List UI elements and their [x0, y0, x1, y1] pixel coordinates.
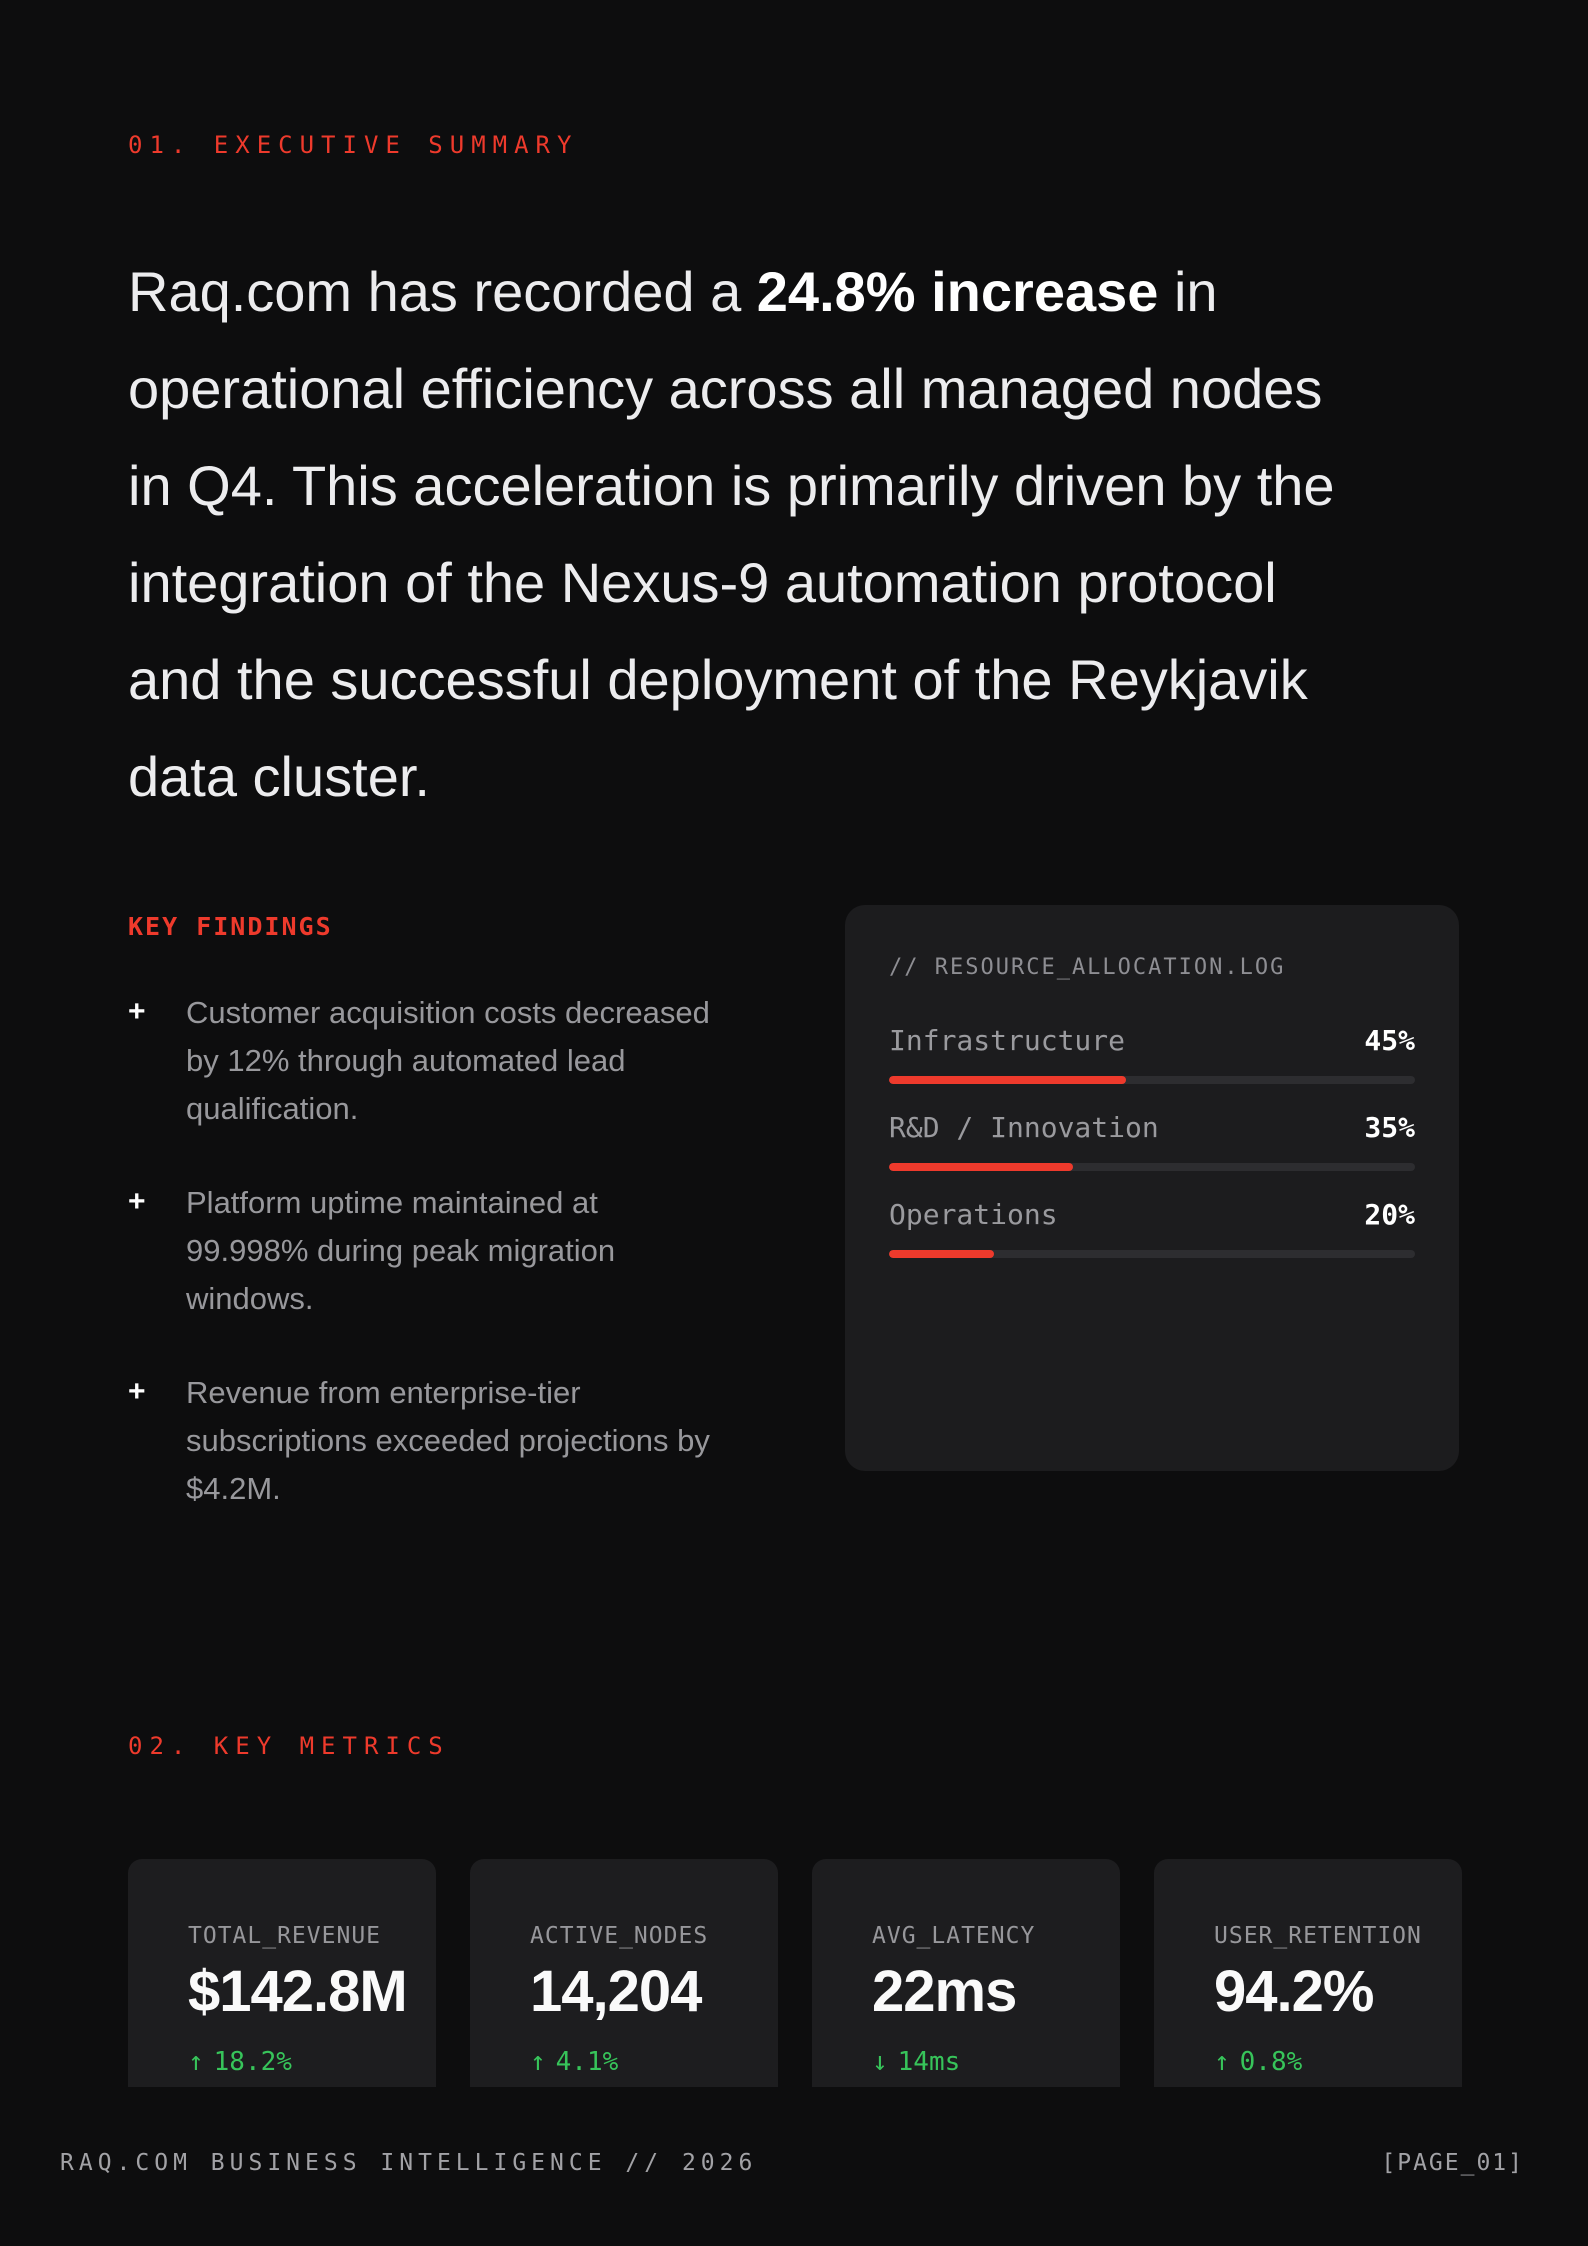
- progress-bar-track: [889, 1250, 1415, 1258]
- allocation-value: 45%: [1364, 1024, 1415, 1057]
- trend-up-icon: ↑: [530, 2047, 546, 2077]
- allocation-row: [889, 1198, 1415, 1258]
- lede-pre: Raq.com has recorded a: [128, 260, 757, 323]
- progress-bar-fill: [889, 1250, 994, 1258]
- key-findings-heading: KEY FINDINGS: [128, 912, 333, 941]
- allocation-value: 35%: [1364, 1111, 1415, 1144]
- metric-value: $142.8M: [188, 1959, 407, 2024]
- section-02-label: 02. KEY METRICS: [128, 1732, 450, 1760]
- allocation-label: R&D / Innovation: [889, 1111, 1159, 1144]
- metric-change: [872, 2047, 1120, 2077]
- resource-allocation-rows: [889, 1024, 1415, 1258]
- allocation-label: Operations: [889, 1198, 1058, 1231]
- key-findings-section: [128, 912, 728, 1559]
- list-item: [128, 1179, 728, 1323]
- metric-card-active-nodes: [470, 1859, 778, 2087]
- metric-change: [1214, 2047, 1462, 2077]
- trend-up-icon: ↑: [188, 2047, 204, 2077]
- metric-change-value: 4.1%: [555, 2047, 619, 2077]
- list-item: [128, 1369, 728, 1513]
- plus-icon: +: [128, 1375, 146, 1408]
- footer-page-number: [PAGE_01]: [1381, 2150, 1524, 2176]
- finding-text: Revenue from enterprise-tier subscriptions exceeded projections by $4.2M.: [186, 1375, 710, 1506]
- metric-label: TOTAL_REVENUE: [188, 1923, 382, 1949]
- metric-label: ACTIVE_NODES: [530, 1923, 709, 1949]
- executive-summary-paragraph: [128, 243, 1373, 825]
- progress-bar-fill: [889, 1076, 1126, 1084]
- key-findings-list: [128, 989, 728, 1513]
- metric-label: USER_RETENTION: [1214, 1923, 1422, 1949]
- allocation-value: 20%: [1364, 1198, 1415, 1231]
- resource-allocation-panel: [845, 905, 1459, 1471]
- plus-icon: +: [128, 995, 146, 1028]
- lede-highlight: 24.8% increase: [756, 260, 1159, 323]
- metric-card-avg-latency: [812, 1859, 1120, 2087]
- trend-down-icon: ↓: [872, 2047, 888, 2077]
- metric-value: 22ms: [872, 1959, 1017, 2024]
- section-01-label: 01. EXECUTIVE SUMMARY: [128, 131, 579, 159]
- finding-text: Customer acquisition costs decreased by 12% through automated lead qualification.: [186, 995, 710, 1126]
- footer-brand-text: RAQ.COM BUSINESS INTELLIGENCE // 2026: [60, 2150, 758, 2176]
- metric-label: AVG_LATENCY: [872, 1923, 1036, 1949]
- panel-title: // RESOURCE_ALLOCATION.LOG: [889, 955, 1286, 980]
- metric-card-user-retention: [1154, 1859, 1462, 2087]
- metric-card-total-revenue: [128, 1859, 436, 2087]
- progress-bar-track: [889, 1076, 1415, 1084]
- allocation-row: [889, 1024, 1415, 1084]
- allocation-row: [889, 1111, 1415, 1171]
- key-metrics-cards: [128, 1859, 1462, 2087]
- metric-change-value: 18.2%: [213, 2047, 292, 2077]
- finding-text: Platform uptime maintained at 99.998% during peak migration windows.: [186, 1185, 616, 1316]
- metric-change-value: 14ms: [897, 2047, 961, 2077]
- allocation-label: Infrastructure: [889, 1024, 1126, 1057]
- lede-post: in operational efficiency across all managed nodes in Q4. This acceleration is primarily driven by the integration of the Nexus-9 automation protocol and the successful deployment of the Reykjavik data cluster.: [128, 260, 1335, 808]
- metric-value: 14,204: [530, 1959, 702, 2024]
- trend-up-icon: ↑: [1214, 2047, 1230, 2077]
- metric-value: 94.2%: [1214, 1959, 1374, 2024]
- metric-change: [188, 2047, 436, 2077]
- progress-bar-fill: [889, 1163, 1073, 1171]
- metric-change: [530, 2047, 778, 2077]
- list-item: [128, 989, 728, 1133]
- metric-change-value: 0.8%: [1239, 2047, 1303, 2077]
- plus-icon: +: [128, 1185, 146, 1218]
- progress-bar-track: [889, 1163, 1415, 1171]
